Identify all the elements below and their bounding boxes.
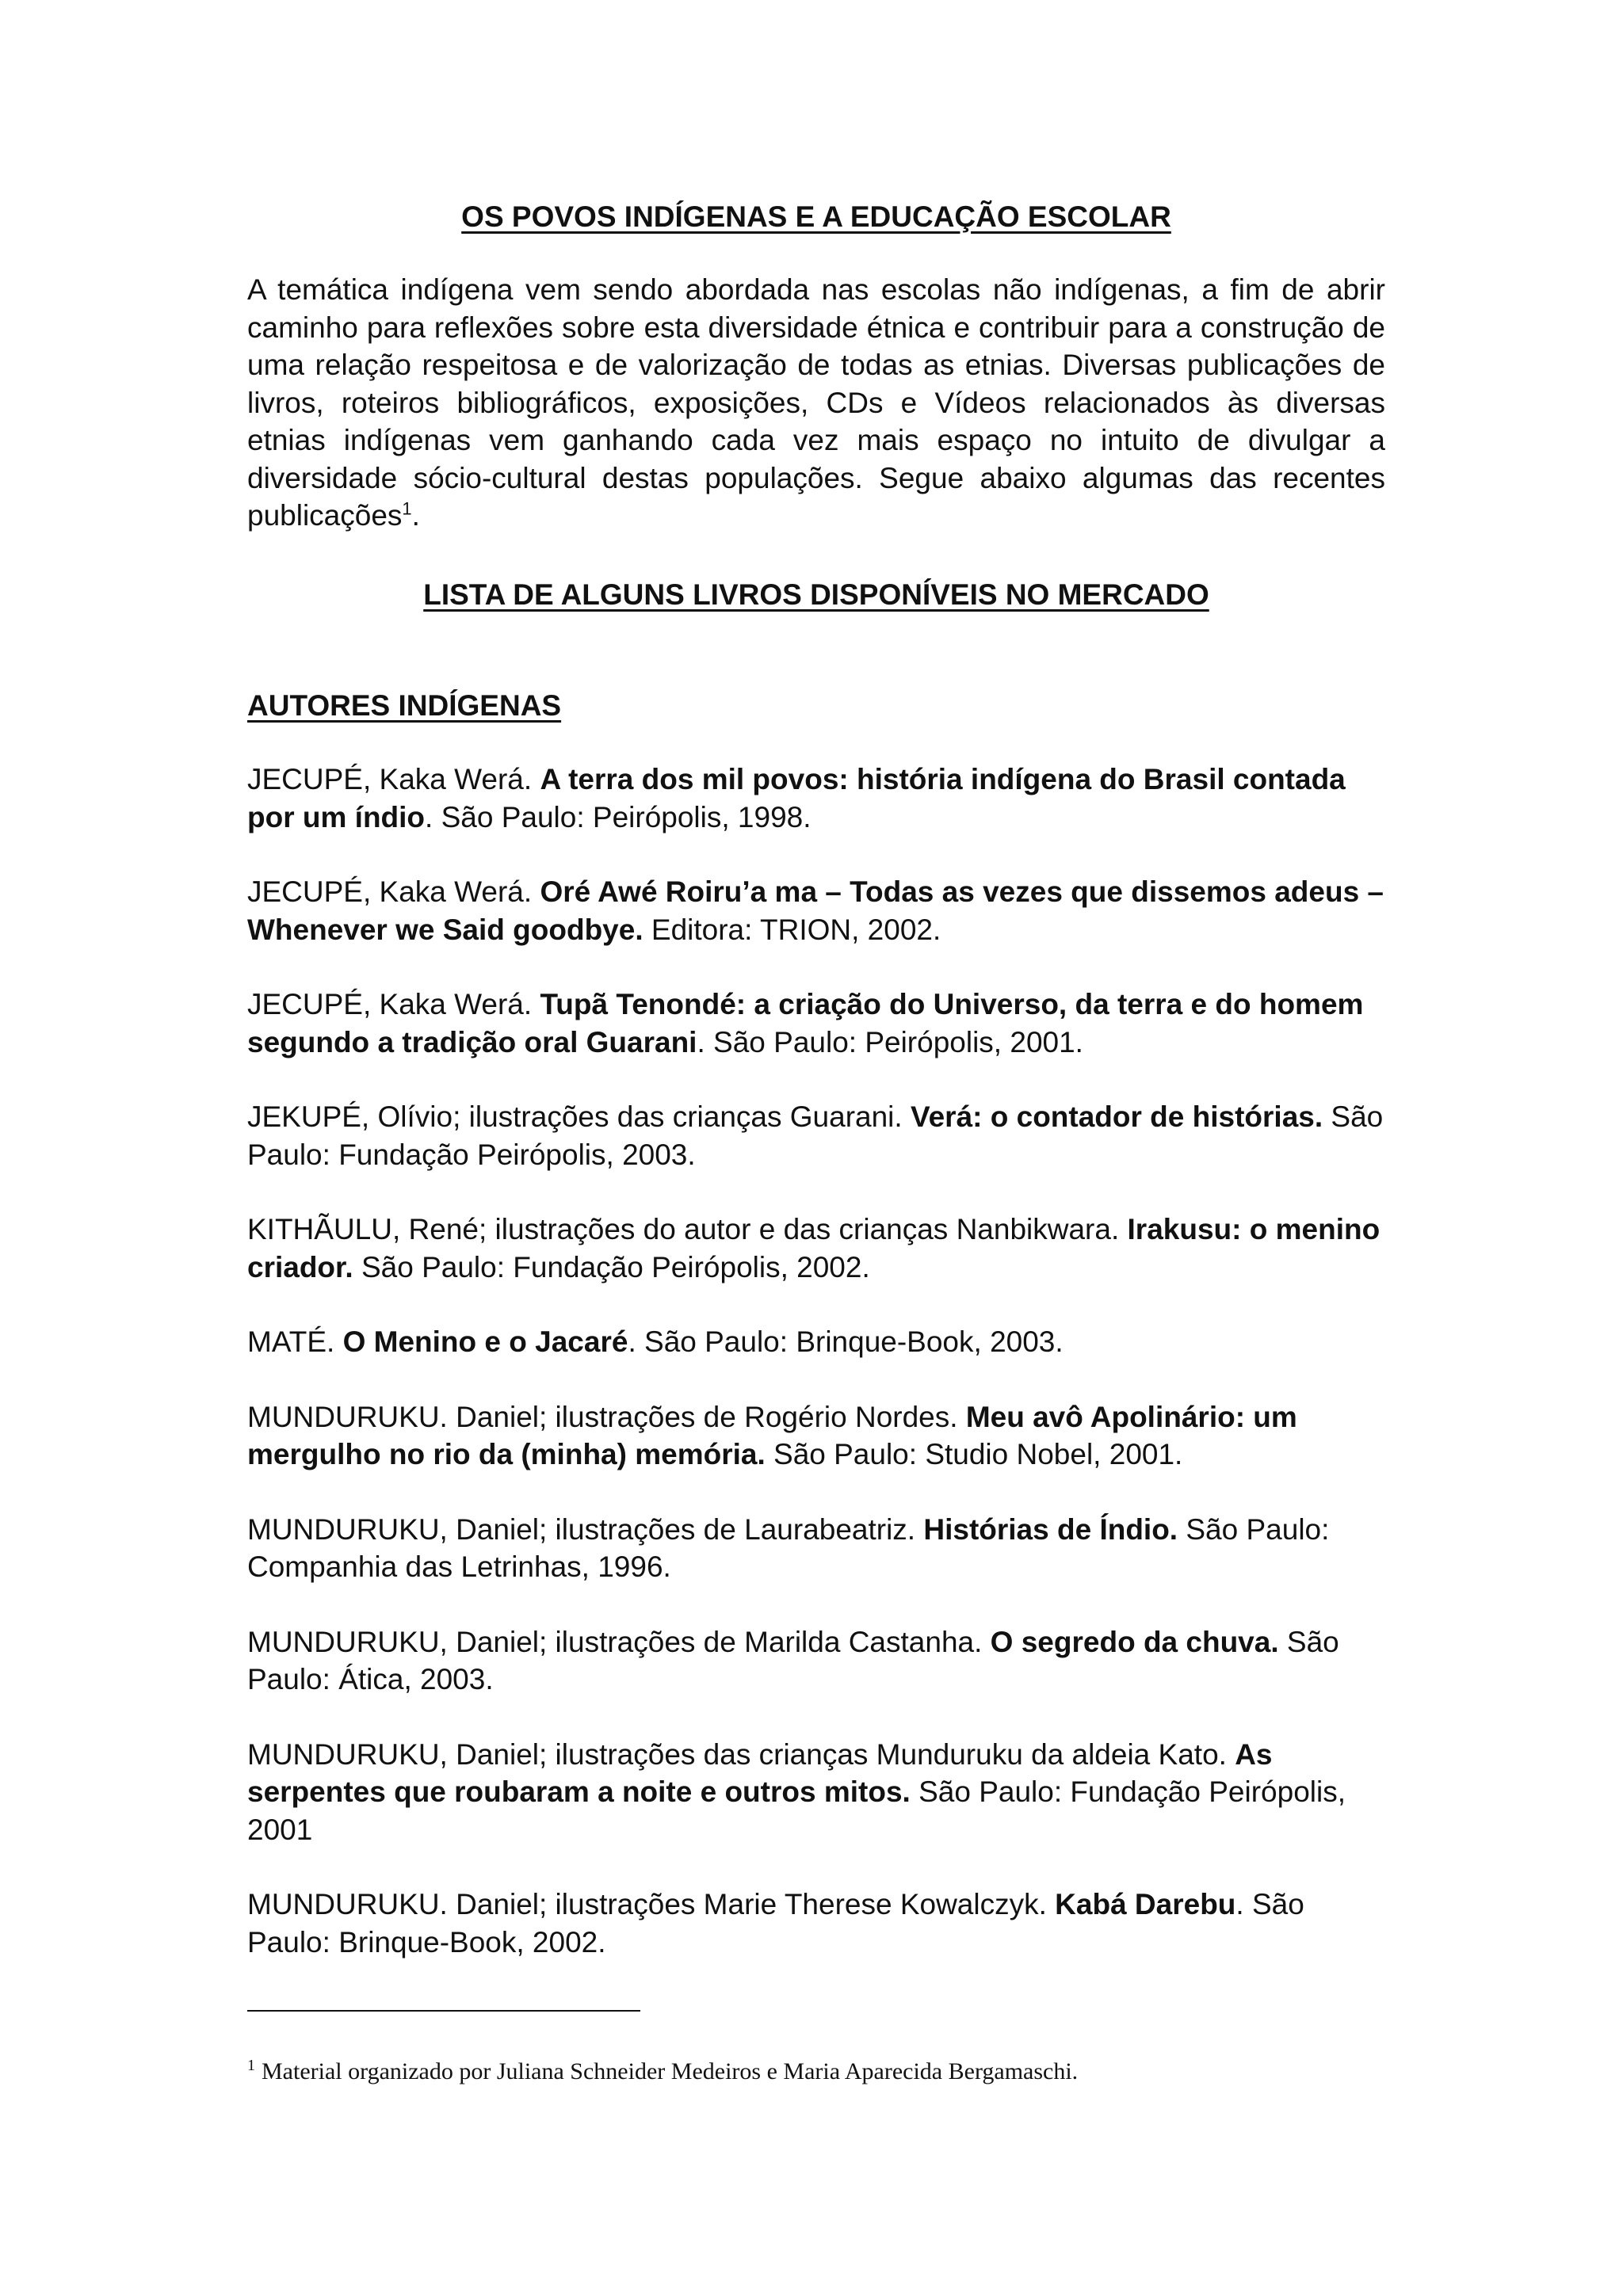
reference-title: Tupã Tenondé: a criação do Universo, da terra e do homem segundo a tradição oral Guarani [247, 988, 1364, 1058]
reference-author: JECUPÉ, Kaka Werá. [247, 988, 540, 1020]
reference-item [247, 1511, 1385, 1586]
reference-title: As serpentes que roubaram a noite e outros mitos. [247, 1737, 1273, 1808]
reference-item [247, 986, 1385, 1061]
reference-publisher: São Paulo: Fundação Peirópolis, 2003. [247, 1100, 1384, 1171]
footnote [247, 2056, 1078, 2088]
reference-publisher: . São Paulo: Brinque-Book, 2003. [628, 1325, 1064, 1358]
footnote-separator [247, 2010, 640, 2012]
reference-author: JECUPÉ, Kaka Werá. [247, 875, 540, 908]
reference-title: Verá: o contador de histórias. [910, 1100, 1323, 1133]
reference-item [247, 1886, 1385, 1961]
intro-text: A temática indígena vem sendo abordada nas escolas não indígenas, a fim de abrir caminho para reflexões sobre esta diversidade étnica e contribuir para a construção de uma relação respeitosa e de valorização de todas as etnias. Diversas publicações de livros, roteiros bibliográficos, exposições, CDs e Vídeos relacionados às diversas etnias indígenas vem ganhando cada vez mais espaço no intuito de divulgar a diversidade sócio-cultural destas populações. Segue abaixo algumas das recentes publicações [247, 273, 1385, 532]
reference-author: MUNDURUKU. Daniel; ilustrações de Rogério Nordes. [247, 1400, 966, 1433]
reference-publisher: São Paulo: Fundação Peirópolis, 2001 [247, 1775, 1346, 1846]
reference-item [247, 1098, 1385, 1173]
reference-publisher: São Paulo: Companhia das Letrinhas, 1996. [247, 1512, 1330, 1583]
reference-list [247, 761, 1385, 1998]
reference-title: Meu avô Apolinário: um mergulho no rio da (minha) memória. [247, 1400, 1297, 1470]
intro-end: . [411, 499, 420, 532]
reference-publisher: São Paulo: Studio Nobel, 2001. [765, 1438, 1183, 1470]
reference-title: Histórias de Índio. [923, 1512, 1178, 1546]
reference-title: A terra dos mil povos: história indígena do Brasil contada por um índio [247, 763, 1346, 833]
reference-item [247, 1736, 1385, 1849]
reference-author: MUNDURUKU, Daniel; ilustrações de Laurabeatriz. [247, 1512, 924, 1546]
section-heading: AUTORES INDÍGENAS [247, 689, 562, 722]
reference-item [247, 1323, 1385, 1361]
reference-item [247, 1623, 1385, 1699]
reference-item [247, 761, 1385, 836]
reference-author: JEKUPÉ, Olívio; ilustrações das crianças Guarani. [247, 1100, 911, 1133]
reference-author: MATÉ. [247, 1325, 343, 1358]
reference-author: MUNDURUKU, Daniel; ilustrações das crianças Munduruku da aldeia Kato. [247, 1737, 1235, 1771]
footnote-text: Material organizado por Juliana Schneider Medeiros e Maria Aparecida Bergamaschi. [262, 2058, 1079, 2084]
reference-author: MUNDURUKU. Daniel; ilustrações Marie Therese Kowalczyk. [247, 1888, 1056, 1920]
reference-title: O segredo da chuva. [990, 1625, 1279, 1658]
reference-publisher: . São Paulo: Brinque-Book, 2002. [247, 1888, 1304, 1958]
reference-item [247, 873, 1385, 948]
intro-paragraph [247, 271, 1385, 535]
document-page [247, 0, 1385, 2296]
footnote-reference[interactable]: 1 [402, 498, 412, 519]
page-title: OS POVOS INDÍGENAS E A EDUCAÇÃO ESCOLAR [461, 200, 1171, 233]
reference-author: KITHÃULU, René; ilustrações do autor e das crianças Nanbikwara. [247, 1213, 1128, 1245]
reference-publisher: . São Paulo: Peirópolis, 1998. [425, 800, 812, 833]
reference-title: Irakusu: o menino criador. [247, 1213, 1381, 1283]
reference-item [247, 1211, 1385, 1286]
reference-item [247, 1398, 1385, 1474]
reference-publisher: . São Paulo: Peirópolis, 2001. [697, 1025, 1083, 1058]
footnote-mark: 1 [247, 2057, 255, 2074]
reference-publisher: Editora: TRION, 2002. [643, 913, 941, 946]
reference-publisher: São Paulo: Ática, 2003. [247, 1625, 1339, 1695]
reference-author: MUNDURUKU, Daniel; ilustrações de Marilda Castanha. [247, 1625, 991, 1658]
reference-publisher: São Paulo: Fundação Peirópolis, 2002. [353, 1250, 870, 1283]
list-subtitle: LISTA DE ALGUNS LIVROS DISPONÍVEIS NO MERCADO [423, 578, 1209, 611]
reference-title: Kabá Darebu [1055, 1888, 1236, 1920]
reference-title: O Menino e o Jacaré [342, 1325, 628, 1358]
reference-title: Oré Awé Roiru’a ma – Todas as vezes que dissemos adeus – Whenever we Said goodbye. [247, 875, 1384, 946]
reference-author: JECUPÉ, Kaka Werá. [247, 763, 540, 795]
